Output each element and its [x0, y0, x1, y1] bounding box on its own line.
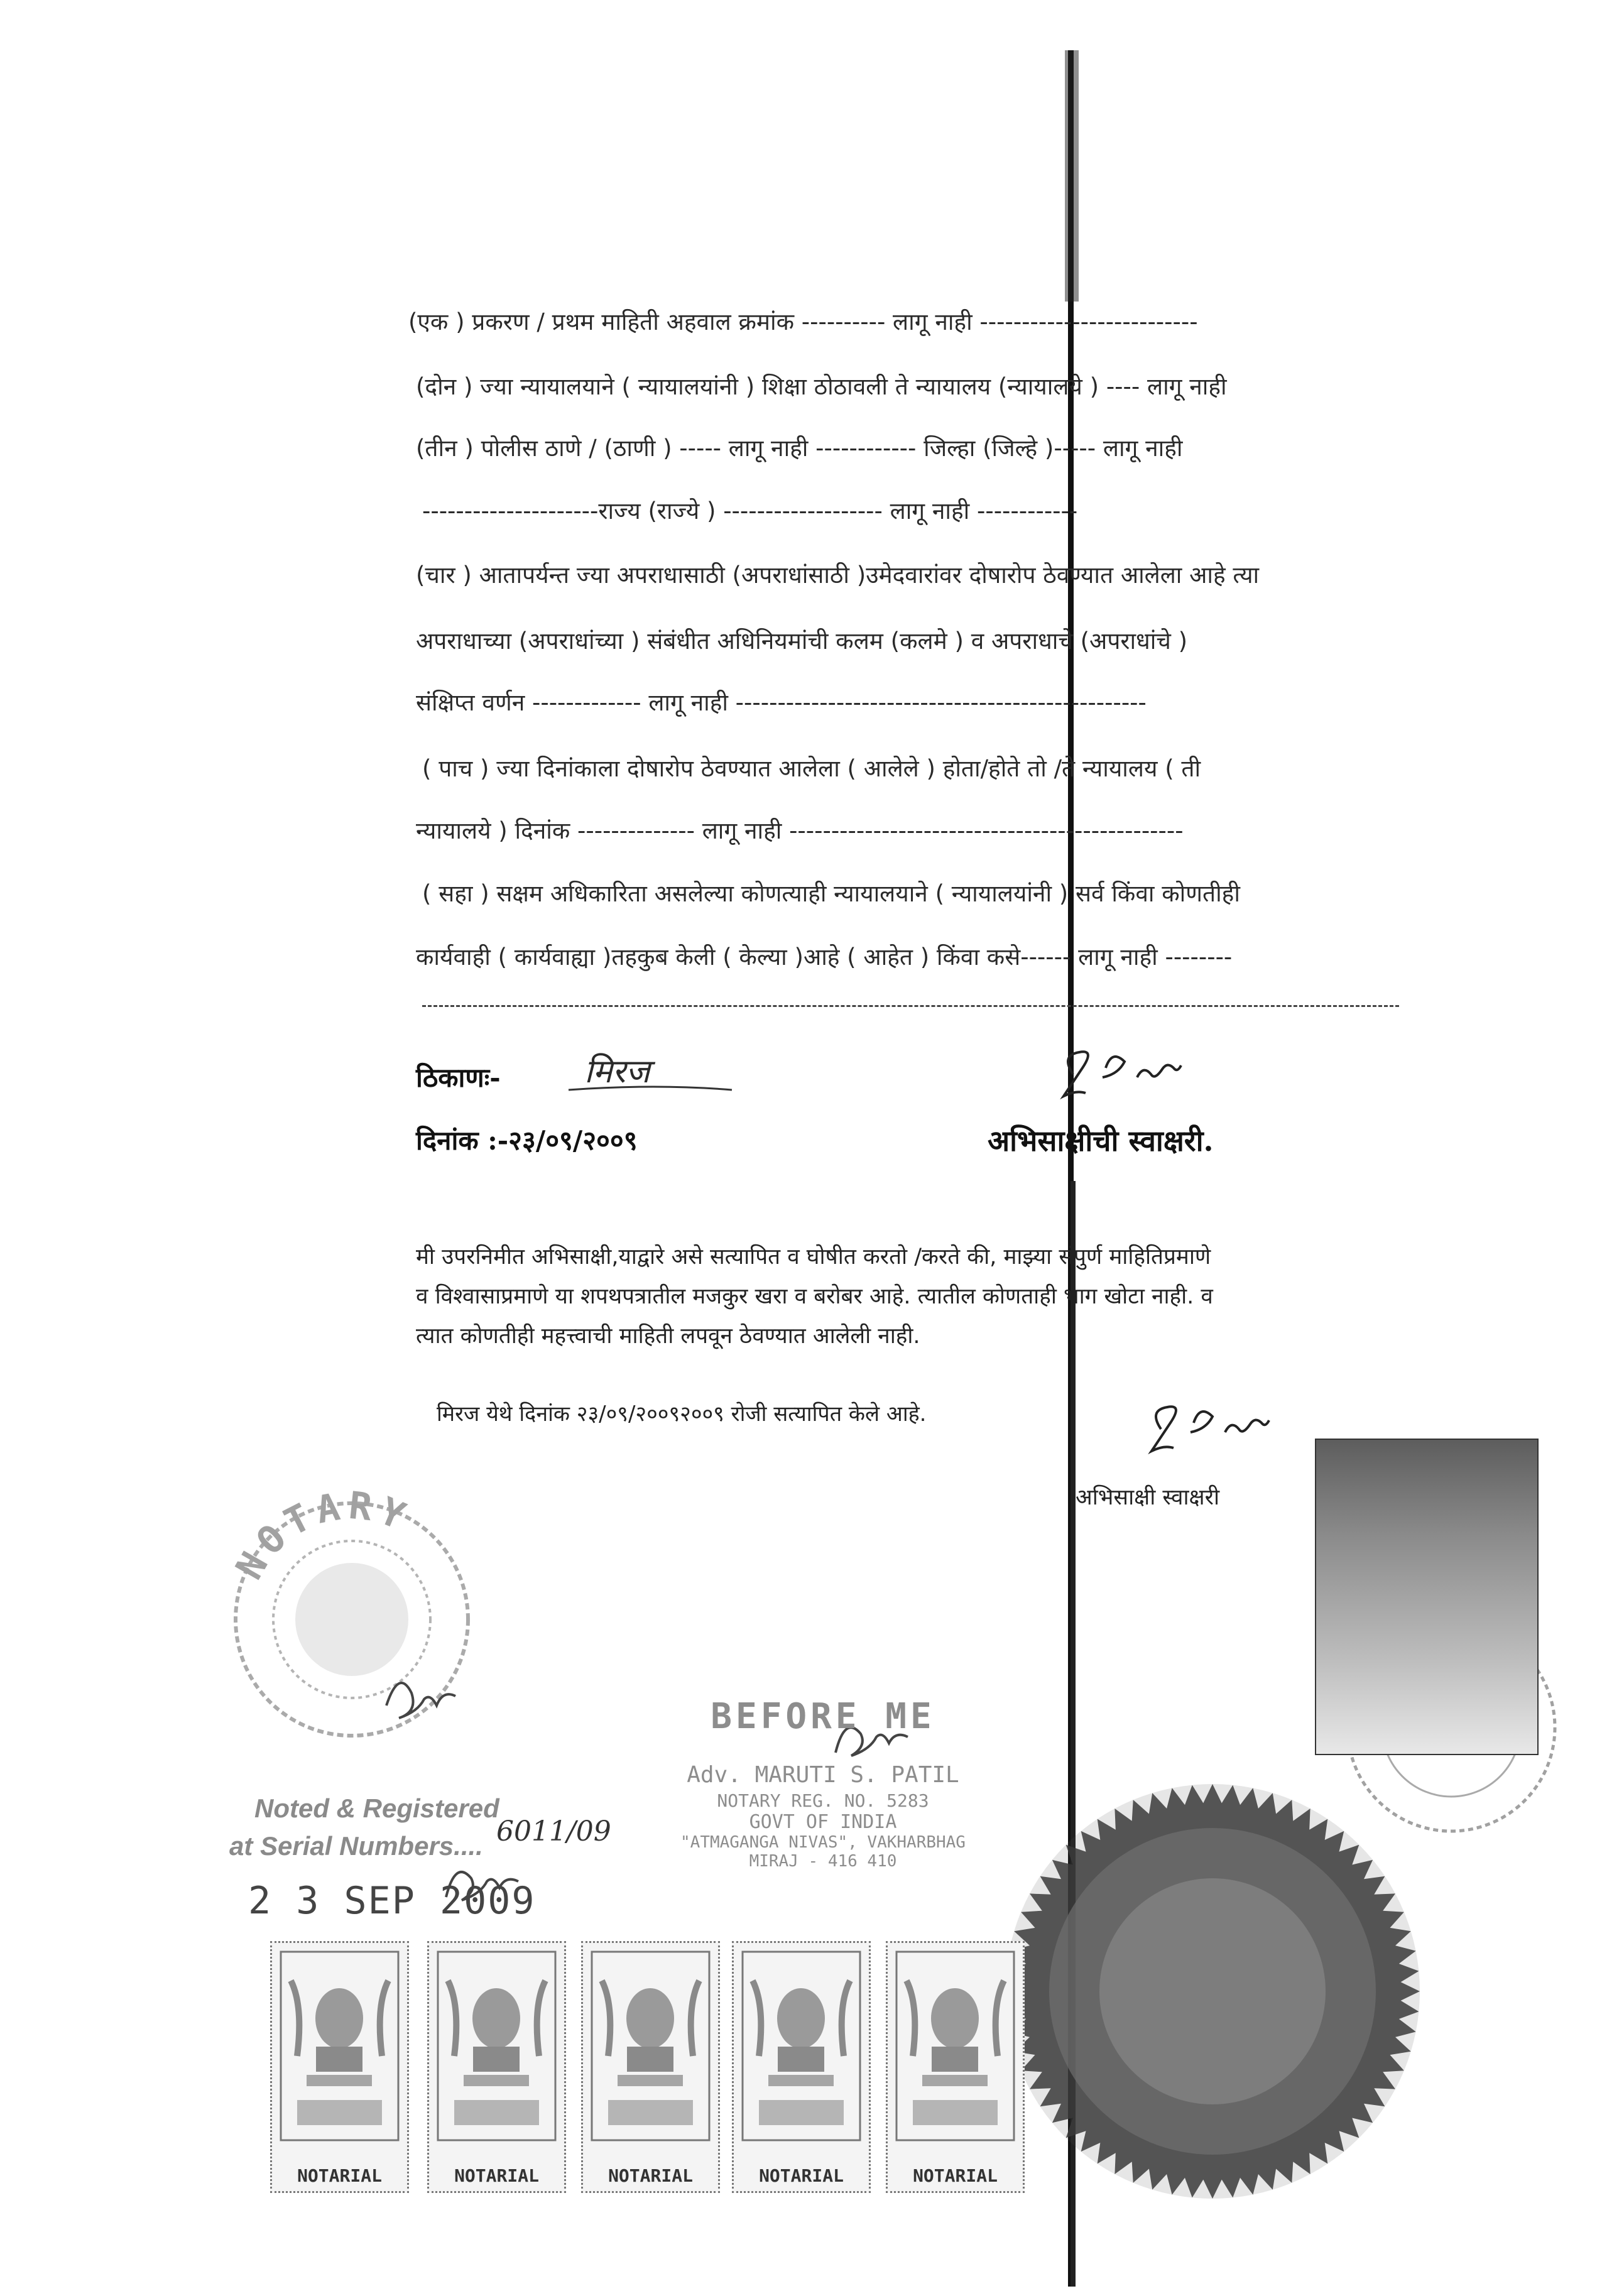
before-me-stamp: [647, 1696, 999, 1871]
before-me-title: BEFORE ME: [711, 1696, 935, 1737]
emblem-icon: [583, 1943, 718, 2191]
verification-line-1: मी उपरनिमीत अभिसाक्षी,याद्वारे असे सत्यापित व घोषीत करतो /करते की, माझ्या संपुर्ण माहितिप्रमाणे: [416, 1244, 1211, 1270]
item-one-line: (एक ) प्रकरण / प्रथम माहिती अहवाल क्रमांक ---------- लागू नाही --------------------------: [408, 308, 1198, 335]
verification-line-3: त्यात कोणतीही महत्त्वाची माहिती लपवून ठेवण्यात आलेली नाही.: [416, 1324, 920, 1349]
date-stamp: 2 3 SEP 2009: [248, 1879, 536, 1923]
item-three-state-line: ---------------------राज्य (राज्ये ) ------------------- लागू नाही ------------: [422, 498, 1078, 525]
serial-number-handwritten: 6011/09: [496, 1815, 611, 1847]
item-two-line: (दोन ) ज्या न्यायालयाने ( न्यायालयांनी ) शिक्षा ठोठावली ते न्यायालय (न्यायालये ) ---- लागू नाही: [416, 373, 1227, 400]
embossed-rosette-seal: [1005, 1784, 1420, 2199]
notary-govt: GOVT OF INDIA: [749, 1811, 897, 1833]
item-four-line-2: अपराधाच्या (अपराधांच्या ) संबंधीत अधिनियमांची कलम (कलमे ) व अपराधाचे (अपराधांचे ): [416, 628, 1188, 655]
date-line: दिनांक :-२३/०९/२००९: [416, 1125, 638, 1156]
item-five-line-1: ( पाच ) ज्या दिनांकाला दोषारोप ठेवण्यात आलेला ( आलेले ) होता/होते तो /ते न्यायालय ( ती: [422, 755, 1201, 782]
emblem-icon: [888, 1943, 1023, 2191]
notarial-stamp-label: NOTARIAL: [913, 2165, 998, 2186]
notary-reg-no: NOTARY REG. NO. 5283: [717, 1790, 929, 1811]
notarial-stamp-label: NOTARIAL: [297, 2165, 382, 2186]
deponent-signature-1: [1064, 1052, 1181, 1113]
item-four-line-3: संक्षिप्त वर्णन ------------- लागू नाही -------------------------------------------------: [416, 689, 1147, 716]
item-five-line-2: न्यायालये ) दिनांक -------------- लागू नाही -----------------------------------------------: [416, 817, 1184, 844]
notarial-stamp-label: NOTARIAL: [759, 2165, 844, 2186]
emblem-icon: [272, 1943, 407, 2191]
advocate-name: Adv. MARUTI S. PATIL: [687, 1762, 959, 1788]
notarial-stamp: [581, 1941, 720, 2193]
emblem-icon: [734, 1943, 869, 2191]
noted-registered-line-2: at Serial Numbers....: [229, 1831, 483, 1861]
verified-line: मिरज येथे दिनांक २३/०९/२००९२००९ रोजी सत्यापित केले आहे.: [437, 1401, 927, 1427]
notary-city: MIRAJ - 416 410: [749, 1852, 897, 1871]
notarial-stamp-label: NOTARIAL: [608, 2165, 693, 2186]
deponent-signature-label: अभिसाक्षीची स्वाक्षरी.: [988, 1124, 1214, 1158]
deponent-signature-2: [1152, 1406, 1269, 1451]
notarial-stamp-label: NOTARIAL: [454, 2165, 539, 2186]
noted-registered-line-1: Noted & Registered: [254, 1793, 499, 1823]
item-three-line: (तीन ) पोलीस ठाणे / (ठाणी ) ----- लागू नाही ------------ जिल्हा (जिल्हे )----- लागू नाही: [416, 435, 1183, 462]
notary-address: "ATMAGANGA NIVAS", VAKHARBHAG: [680, 1833, 966, 1852]
notarial-stamp: [886, 1941, 1025, 2193]
item-six-line-1: ( सहा ) सक्षम अधिकारिता असलेल्या कोणत्याही न्यायालयाने ( न्यायालयांनी ) सर्व किंवा कोणतीही: [422, 880, 1240, 907]
deponent-label-2: अभिसाक्षी स्वाक्षरी: [1076, 1485, 1220, 1510]
notarial-stamp: [427, 1941, 566, 2193]
verification-line-2: व विश्वासाप्रमाणे या शपथपत्रातील मजकुर खरा व बरोबर आहे. त्यातील कोणताही भाग खोटा नाही. व: [416, 1284, 1213, 1309]
place-label: ठिकाणः-: [416, 1062, 501, 1093]
svg-text:NOTARY: NOTARY: [227, 1483, 417, 1587]
item-six-line-2: कार्यवाही ( कार्यवाह्या )तहकुब केली ( केल्या )आहे ( आहेत ) किंवा कसे------ लागू नाही --------: [416, 944, 1233, 971]
notarial-stamp: [270, 1941, 409, 2193]
notarial-stamp: [732, 1941, 871, 2193]
deponent-photo: [1315, 1439, 1539, 1755]
item-four-line-1: (चार ) आतापर्यन्त ज्या अपराधासाठी (अपराधांसाठी )उमेदवारांवर दोषारोप ठेवण्यात आलेला आहे त्या: [416, 562, 1260, 589]
place-value: मिरज: [584, 1053, 650, 1091]
place-underline: [569, 1087, 732, 1090]
emblem-icon: [429, 1943, 564, 2191]
